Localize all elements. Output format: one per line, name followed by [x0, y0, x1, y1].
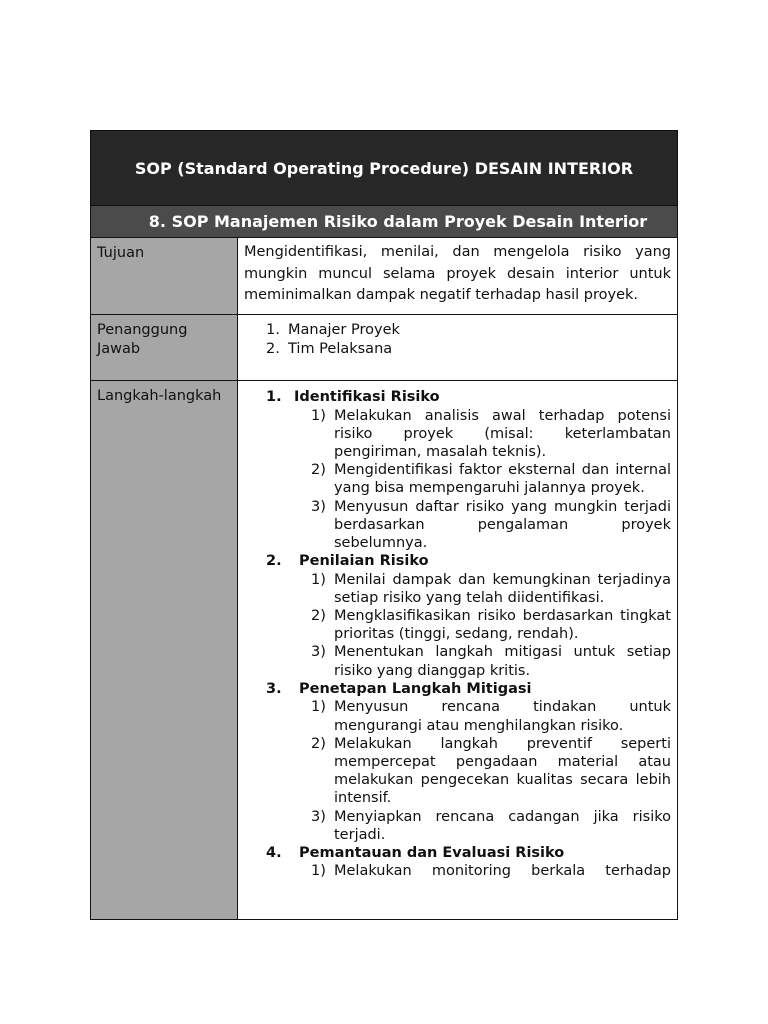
row-penanggung-jawab	[91, 315, 677, 381]
step-heading: 4. Pemantauan dan Evaluasi Risiko	[266, 844, 565, 861]
label-langkah: Langkah-langkah	[91, 381, 238, 919]
list-item: 1) Melakukan monitoring berkala terhadap	[311, 863, 671, 880]
item-text: Tim Pelaksana	[288, 341, 393, 357]
list-item: 3) Menyiapkan rencana cadangan jika risiko terjadi.	[311, 808, 671, 843]
list-item	[266, 340, 671, 359]
list-item: 2) Mengidentifikasi faktor eksternal dan internal yang bisa mempengaruhi jalannya proyek.	[311, 462, 671, 497]
step-heading: 3. Penetapan Langkah Mitigasi	[266, 680, 532, 697]
label-line: Penanggung	[97, 322, 188, 338]
row-tujuan	[91, 238, 677, 315]
list-item: 1) Melakukan analisis awal terhadap potensi risiko proyek (misal: keterlambatan pengiriman, masalah teknis).	[311, 407, 671, 460]
list-item: 3) Menentukan langkah mitigasi untuk setiap risiko yang dianggap kritis.	[311, 644, 671, 679]
list-item: 1) Menilai dampak dan kemungkinan terjadinya setiap risiko yang telah diidentifikasi.	[311, 571, 671, 606]
label-penanggung-jawab	[91, 315, 238, 380]
steps-list	[244, 388, 671, 881]
list-item: 1) Menyusun rencana tindakan untuk mengurangi atau menghilangkan risiko.	[311, 699, 671, 734]
list-item: 3) Menyusun daftar risiko yang mungkin terjadi berdasarkan pengalaman proyek sebelumnya.	[311, 498, 671, 551]
label-tujuan: Tujuan	[91, 238, 238, 314]
responsible-list	[244, 321, 671, 359]
list-item	[266, 321, 671, 340]
section-title: 8. SOP Manajemen Risiko dalam Proyek Desain Interior	[91, 205, 677, 238]
list-item: 2) Melakukan langkah preventif seperti mempercepat pengadaan material atau melakukan pengecekan kualitas secara lebih intensif.	[311, 735, 671, 807]
tujuan-text: Mengidentifikasi, menilai, dan mengelola risiko yang mungkin muncul selama proyek desain interior untuk meminimalkan dampak negatif terhadap hasil proyek.	[244, 244, 671, 303]
label-line: Jawab	[97, 341, 141, 357]
row-langkah	[91, 381, 677, 919]
item-number: 1.	[266, 322, 280, 338]
list-item: 2) Mengklasifikasikan risiko berdasarkan tingkat prioritas (tinggi, sedang, rendah).	[311, 608, 671, 643]
step-heading: 2. Penilaian Risiko	[266, 553, 429, 570]
step-heading: 1. Identifikasi Risiko	[266, 389, 440, 405]
document-title: SOP (Standard Operating Procedure) DESAIN INTERIOR	[91, 131, 677, 205]
sop-document	[90, 130, 678, 920]
item-text: Manajer Proyek	[288, 322, 400, 338]
item-number: 2.	[266, 341, 280, 357]
